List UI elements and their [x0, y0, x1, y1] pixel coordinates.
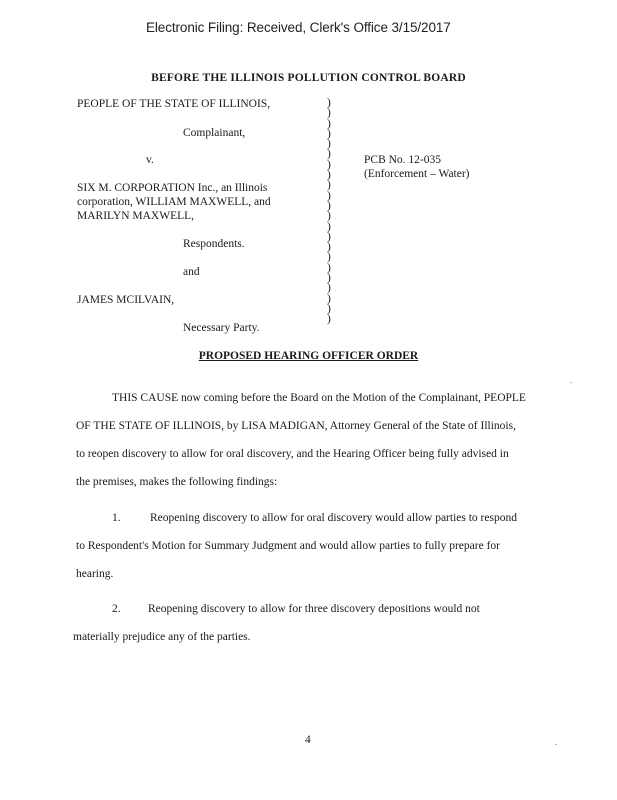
- caption-bracket-mark: ): [327, 148, 331, 161]
- case-number: PCB No. 12-035: [364, 154, 441, 166]
- caption-bracket-mark: ): [327, 189, 331, 202]
- finding-2-line-2: materially prejudice any of the parties.: [73, 631, 251, 643]
- caption-versus: v.: [146, 154, 154, 166]
- case-type: (Enforcement – Water): [364, 168, 470, 180]
- caption-necessary-party-label: Necessary Party.: [183, 322, 260, 334]
- caption-bracket-mark: ): [327, 97, 331, 109]
- caption-bracket-mark: ): [327, 261, 331, 274]
- caption-necessary-party-name: JAMES MCILVAIN,: [77, 294, 175, 306]
- scan-artifact-mark: .: [570, 376, 572, 385]
- intro-line-2: OF THE STATE OF ILLINOIS, by LISA MADIGAN, Attorney General of the State of Illinois,: [76, 420, 516, 432]
- finding-1-line-1: Reopening discovery to allow for oral discovery would allow parties to respond: [150, 512, 517, 524]
- caption-bracket-mark: ): [327, 107, 331, 120]
- board-title: BEFORE THE ILLINOIS POLLUTION CONTROL BOARD: [151, 72, 466, 84]
- caption-bracket-column: [327, 98, 331, 325]
- caption-bracket-mark: ): [327, 282, 331, 295]
- intro-line-4: the premises, makes the following findings:: [76, 476, 278, 488]
- finding-1-line-2: to Respondent's Motion for Summary Judgment and would allow parties to fully prepare for: [76, 540, 500, 552]
- finding-1-number: 1.: [112, 512, 121, 524]
- caption-bracket-mark: ): [327, 241, 331, 254]
- intro-line-1: THIS CAUSE now coming before the Board on the Motion of the Complainant, PEOPLE: [112, 392, 526, 404]
- caption-and-label: and: [183, 266, 200, 278]
- caption-respondents-label: Respondents.: [183, 238, 245, 250]
- caption-bracket-mark: ): [327, 313, 331, 326]
- caption-plaintiff: PEOPLE OF THE STATE OF ILLINOIS,: [77, 98, 271, 110]
- scan-artifact-mark: .: [555, 738, 557, 747]
- caption-defendants-line2: corporation, WILLIAM MAXWELL, and: [77, 196, 271, 208]
- caption-bracket-mark: ): [327, 210, 331, 223]
- caption-complainant-label: Complainant,: [183, 127, 246, 139]
- caption-bracket-mark: ): [327, 179, 331, 192]
- caption-defendants-line3: MARILYN MAXWELL,: [77, 210, 195, 222]
- caption-defendants-line1: SIX M. CORPORATION Inc., an Illinois: [77, 182, 268, 194]
- caption-bracket-mark: ): [327, 127, 331, 140]
- finding-2-number: 2.: [112, 603, 121, 615]
- filing-stamp: Electronic Filing: Received, Clerk's Office 3/15/2017: [146, 20, 451, 35]
- caption-bracket-mark: ): [327, 292, 331, 305]
- page-number: 4: [305, 734, 311, 746]
- finding-2-line-1: Reopening discovery to allow for three discovery depositions would not: [148, 603, 480, 615]
- caption-bracket-mark: ): [327, 199, 331, 212]
- caption-bracket-mark: ): [327, 117, 331, 130]
- finding-1-line-3: hearing.: [76, 568, 114, 580]
- caption-bracket-mark: ): [327, 158, 331, 171]
- intro-line-3: to reopen discovery to allow for oral discovery, and the Hearing Officer being fully advised in: [76, 448, 509, 460]
- caption-bracket-mark: ): [327, 272, 331, 285]
- caption-bracket-mark: ): [327, 220, 331, 233]
- caption-bracket-mark: ): [327, 302, 331, 315]
- caption-bracket-mark: ): [327, 138, 331, 151]
- caption-bracket-mark: ): [327, 251, 331, 264]
- caption-bracket-mark: ): [327, 230, 331, 243]
- order-title: PROPOSED HEARING OFFICER ORDER: [198, 350, 419, 362]
- caption-bracket-mark: ): [327, 169, 331, 182]
